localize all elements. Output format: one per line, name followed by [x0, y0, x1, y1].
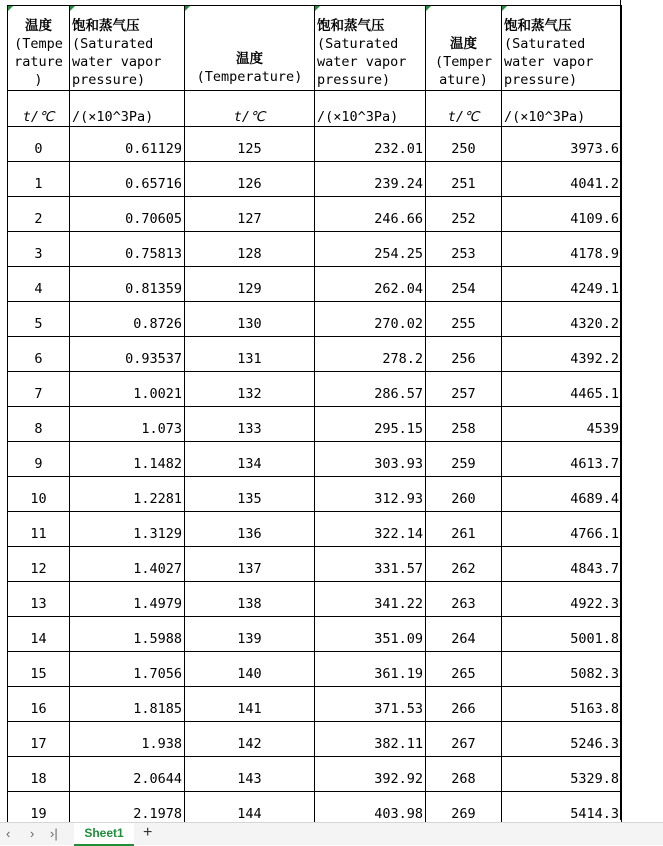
temperature-cell[interactable]: 262	[426, 547, 502, 582]
temperature-cell[interactable]: 269	[426, 792, 502, 827]
temperature-cell[interactable]: 131	[185, 337, 315, 372]
cell-comment-marker	[426, 6, 431, 11]
pressure-cell[interactable]: 1.938	[70, 722, 185, 757]
chevron-left-icon[interactable]: ‹	[6, 826, 11, 841]
temperature-cell[interactable]: 264	[426, 617, 502, 652]
temperature-cell[interactable]: 14	[8, 617, 70, 652]
pressure-cell[interactable]: 4843.7	[502, 547, 622, 582]
temperature-cell[interactable]: 9	[8, 442, 70, 477]
pressure-cell[interactable]: 1.3129	[70, 512, 185, 547]
temperature-cell[interactable]: 256	[426, 337, 502, 372]
temperature-cell[interactable]: 0	[8, 127, 70, 162]
temperature-cell[interactable]: 254	[426, 267, 502, 302]
temperature-cell[interactable]: 138	[185, 582, 315, 617]
temperature-cell[interactable]: 128	[185, 232, 315, 267]
temperature-cell[interactable]: 258	[426, 407, 502, 442]
pressure-cell[interactable]: 239.24	[315, 162, 426, 197]
temperature-cell[interactable]: 253	[426, 232, 502, 267]
pressure-cell[interactable]: 1.073	[70, 407, 185, 442]
pressure-cell[interactable]: 4041.2	[502, 162, 622, 197]
table-row	[8, 617, 622, 652]
pressure-cell[interactable]: 254.25	[315, 232, 426, 267]
pressure-unit-cell[interactable]: /(×10^3Pa)	[502, 91, 622, 127]
temperature-cell[interactable]: 4	[8, 267, 70, 302]
pressure-cell[interactable]: 0.81359	[70, 267, 185, 302]
temperature-cell[interactable]: 144	[185, 792, 315, 827]
temperature-cell[interactable]: 8	[8, 407, 70, 442]
pressure-cell[interactable]: 1.2281	[70, 477, 185, 512]
pressure-cell[interactable]: 4922.3	[502, 582, 622, 617]
table-row	[8, 477, 622, 512]
temperature-cell[interactable]: 252	[426, 197, 502, 232]
pressure-cell[interactable]: 5246.3	[502, 722, 622, 757]
temperature-cell[interactable]: 13	[8, 582, 70, 617]
chevron-last-icon[interactable]: ›|	[50, 826, 58, 841]
temperature-cell[interactable]: 251	[426, 162, 502, 197]
table-row	[8, 757, 622, 792]
table-row	[8, 302, 622, 337]
temperature-cell[interactable]: 250	[426, 127, 502, 162]
sheet-tab-bar	[0, 822, 663, 845]
temperature-cell[interactable]: 139	[185, 617, 315, 652]
temperature-cell[interactable]: 1	[8, 162, 70, 197]
pressure-cell[interactable]: 341.22	[315, 582, 426, 617]
temperature-cell[interactable]: 259	[426, 442, 502, 477]
temperature-cell[interactable]: 12	[8, 547, 70, 582]
temperature-cell[interactable]: 266	[426, 687, 502, 722]
table-row	[8, 407, 622, 442]
table-row	[8, 372, 622, 407]
pressure-cell[interactable]: 5163.8	[502, 687, 622, 722]
pressure-cell[interactable]: 322.14	[315, 512, 426, 547]
temperature-cell[interactable]: 7	[8, 372, 70, 407]
pressure-cell[interactable]: 278.2	[315, 337, 426, 372]
temperature-cell[interactable]: 255	[426, 302, 502, 337]
pressure-cell[interactable]: 5414.3	[502, 792, 622, 827]
temp-unit-cell[interactable]: t/℃	[426, 91, 502, 127]
table-row	[8, 687, 622, 722]
temperature-cell[interactable]: 140	[185, 652, 315, 687]
table-row	[8, 442, 622, 477]
temperature-cell[interactable]: 132	[185, 372, 315, 407]
pressure-cell[interactable]: 0.70605	[70, 197, 185, 232]
temperature-cell[interactable]: 2	[8, 197, 70, 232]
table-row	[8, 582, 622, 617]
pressure-cell[interactable]: 0.8726	[70, 302, 185, 337]
pressure-cell[interactable]: 312.93	[315, 477, 426, 512]
temperature-cell[interactable]: 18	[8, 757, 70, 792]
spreadsheet-grid	[7, 5, 622, 827]
temperature-cell[interactable]: 141	[185, 687, 315, 722]
pressure-cell[interactable]: 3973.6	[502, 127, 622, 162]
pressure-cell[interactable]: 246.66	[315, 197, 426, 232]
unit-row	[8, 91, 622, 127]
pressure-cell[interactable]: 361.19	[315, 652, 426, 687]
pressure-cell[interactable]: 0.65716	[70, 162, 185, 197]
cell-comment-marker	[315, 6, 320, 11]
data-rows	[8, 127, 622, 827]
pressure-cell[interactable]: 4539	[502, 407, 622, 442]
cell-comment-marker	[185, 6, 190, 11]
pressure-cell[interactable]: 1.4027	[70, 547, 185, 582]
pressure-cell[interactable]: 1.8185	[70, 687, 185, 722]
temperature-cell[interactable]: 137	[185, 547, 315, 582]
pressure-cell[interactable]: 351.09	[315, 617, 426, 652]
temperature-cell[interactable]: 10	[8, 477, 70, 512]
table-row	[8, 547, 622, 582]
pressure-cell[interactable]: 331.57	[315, 547, 426, 582]
cell-C1[interactable]: 温度 (Temperature)	[185, 6, 315, 91]
temperature-cell[interactable]: 143	[185, 757, 315, 792]
table-row	[8, 512, 622, 547]
pressure-cell[interactable]: 4178.9	[502, 232, 622, 267]
temperature-cell[interactable]: 134	[185, 442, 315, 477]
pressure-cell[interactable]: 4320.2	[502, 302, 622, 337]
pressure-unit-cell[interactable]: /(×10^3Pa)	[70, 91, 185, 127]
plus-icon[interactable]: +	[143, 824, 153, 841]
chevron-right-icon[interactable]: ›	[30, 826, 35, 841]
temperature-cell[interactable]: 3	[8, 232, 70, 267]
temperature-cell[interactable]: 6	[8, 337, 70, 372]
pressure-cell[interactable]: 286.57	[315, 372, 426, 407]
pressure-unit-cell[interactable]: /(×10^3Pa)	[315, 91, 426, 127]
pressure-cell[interactable]: 2.0644	[70, 757, 185, 792]
temperature-cell[interactable]: 142	[185, 722, 315, 757]
pressure-cell[interactable]: 232.01	[315, 127, 426, 162]
pressure-cell[interactable]: 4392.2	[502, 337, 622, 372]
temperature-cell[interactable]: 126	[185, 162, 315, 197]
pressure-cell[interactable]: 0.75813	[70, 232, 185, 267]
cell-comment-marker	[8, 6, 13, 11]
pressure-cell[interactable]: 5001.8	[502, 617, 622, 652]
temperature-cell[interactable]: 133	[185, 407, 315, 442]
temperature-cell[interactable]: 267	[426, 722, 502, 757]
table-row	[8, 197, 622, 232]
pressure-cell[interactable]: 5329.8	[502, 757, 622, 792]
temperature-cell[interactable]: 129	[185, 267, 315, 302]
pressure-cell[interactable]: 4689.4	[502, 477, 622, 512]
pressure-cell[interactable]: 1.4979	[70, 582, 185, 617]
pressure-cell[interactable]: 262.04	[315, 267, 426, 302]
table-row	[8, 722, 622, 757]
pressure-cell[interactable]: 0.61129	[70, 127, 185, 162]
pressure-cell[interactable]: 1.1482	[70, 442, 185, 477]
pressure-cell[interactable]: 403.98	[315, 792, 426, 827]
temperature-cell[interactable]: 257	[426, 372, 502, 407]
header-row	[8, 6, 622, 91]
temperature-cell[interactable]: 5	[8, 302, 70, 337]
pressure-cell[interactable]: 4109.6	[502, 197, 622, 232]
column-border	[620, 0, 621, 820]
temperature-cell[interactable]: 127	[185, 197, 315, 232]
temp-unit-cell[interactable]: t/℃	[185, 91, 315, 127]
pressure-cell[interactable]: 4613.7	[502, 442, 622, 477]
pressure-cell[interactable]: 303.93	[315, 442, 426, 477]
temperature-cell[interactable]: 135	[185, 477, 315, 512]
table-row	[8, 127, 622, 162]
cell-comment-marker	[70, 6, 75, 11]
pressure-cell[interactable]: 1.7056	[70, 652, 185, 687]
pressure-cell[interactable]: 1.5988	[70, 617, 185, 652]
temperature-cell[interactable]: 125	[185, 127, 315, 162]
pressure-cell[interactable]: 4249.1	[502, 267, 622, 302]
temperature-cell[interactable]: 261	[426, 512, 502, 547]
pressure-cell[interactable]: 2.1978	[70, 792, 185, 827]
temp-unit-cell[interactable]: t/℃	[8, 91, 70, 127]
pressure-cell[interactable]: 371.53	[315, 687, 426, 722]
pressure-cell[interactable]: 4465.1	[502, 372, 622, 407]
temperature-cell[interactable]: 268	[426, 757, 502, 792]
pressure-cell[interactable]: 270.02	[315, 302, 426, 337]
table-row	[8, 337, 622, 372]
temperature-cell[interactable]: 11	[8, 512, 70, 547]
cell-A1[interactable]: 温度 (Tempe rature )	[8, 6, 70, 91]
pressure-cell[interactable]: 295.15	[315, 407, 426, 442]
cell-B1[interactable]: 饱和蒸气压 (Saturated water vapor pressure)	[70, 6, 185, 91]
table-row	[8, 267, 622, 302]
temperature-cell[interactable]: 19	[8, 792, 70, 827]
pressure-cell[interactable]: 382.11	[315, 722, 426, 757]
cell-comment-marker	[502, 6, 507, 11]
pressure-cell[interactable]: 392.92	[315, 757, 426, 792]
temperature-cell[interactable]: 15	[8, 652, 70, 687]
pressure-cell[interactable]: 0.93537	[70, 337, 185, 372]
table-row	[8, 162, 622, 197]
cell-D1[interactable]: 饱和蒸气压 (Saturated water vapor pressure)	[315, 6, 426, 91]
pressure-cell[interactable]: 4766.1	[502, 512, 622, 547]
temperature-cell[interactable]: 265	[426, 652, 502, 687]
table-row	[8, 652, 622, 687]
temperature-cell[interactable]: 17	[8, 722, 70, 757]
temperature-cell[interactable]: 130	[185, 302, 315, 337]
table-row	[8, 232, 622, 267]
pressure-cell[interactable]: 5082.3	[502, 652, 622, 687]
cell-F1[interactable]: 饱和蒸气压 (Saturated water vapor pressure)	[502, 6, 622, 91]
temperature-cell[interactable]: 136	[185, 512, 315, 547]
temperature-cell[interactable]: 16	[8, 687, 70, 722]
temperature-cell[interactable]: 263	[426, 582, 502, 617]
cell-E1[interactable]: 温度 (Temper ature)	[426, 6, 502, 91]
temperature-cell[interactable]: 260	[426, 477, 502, 512]
pressure-cell[interactable]: 1.0021	[70, 372, 185, 407]
sheet-tab-sheet1[interactable]: Sheet1	[74, 823, 134, 846]
